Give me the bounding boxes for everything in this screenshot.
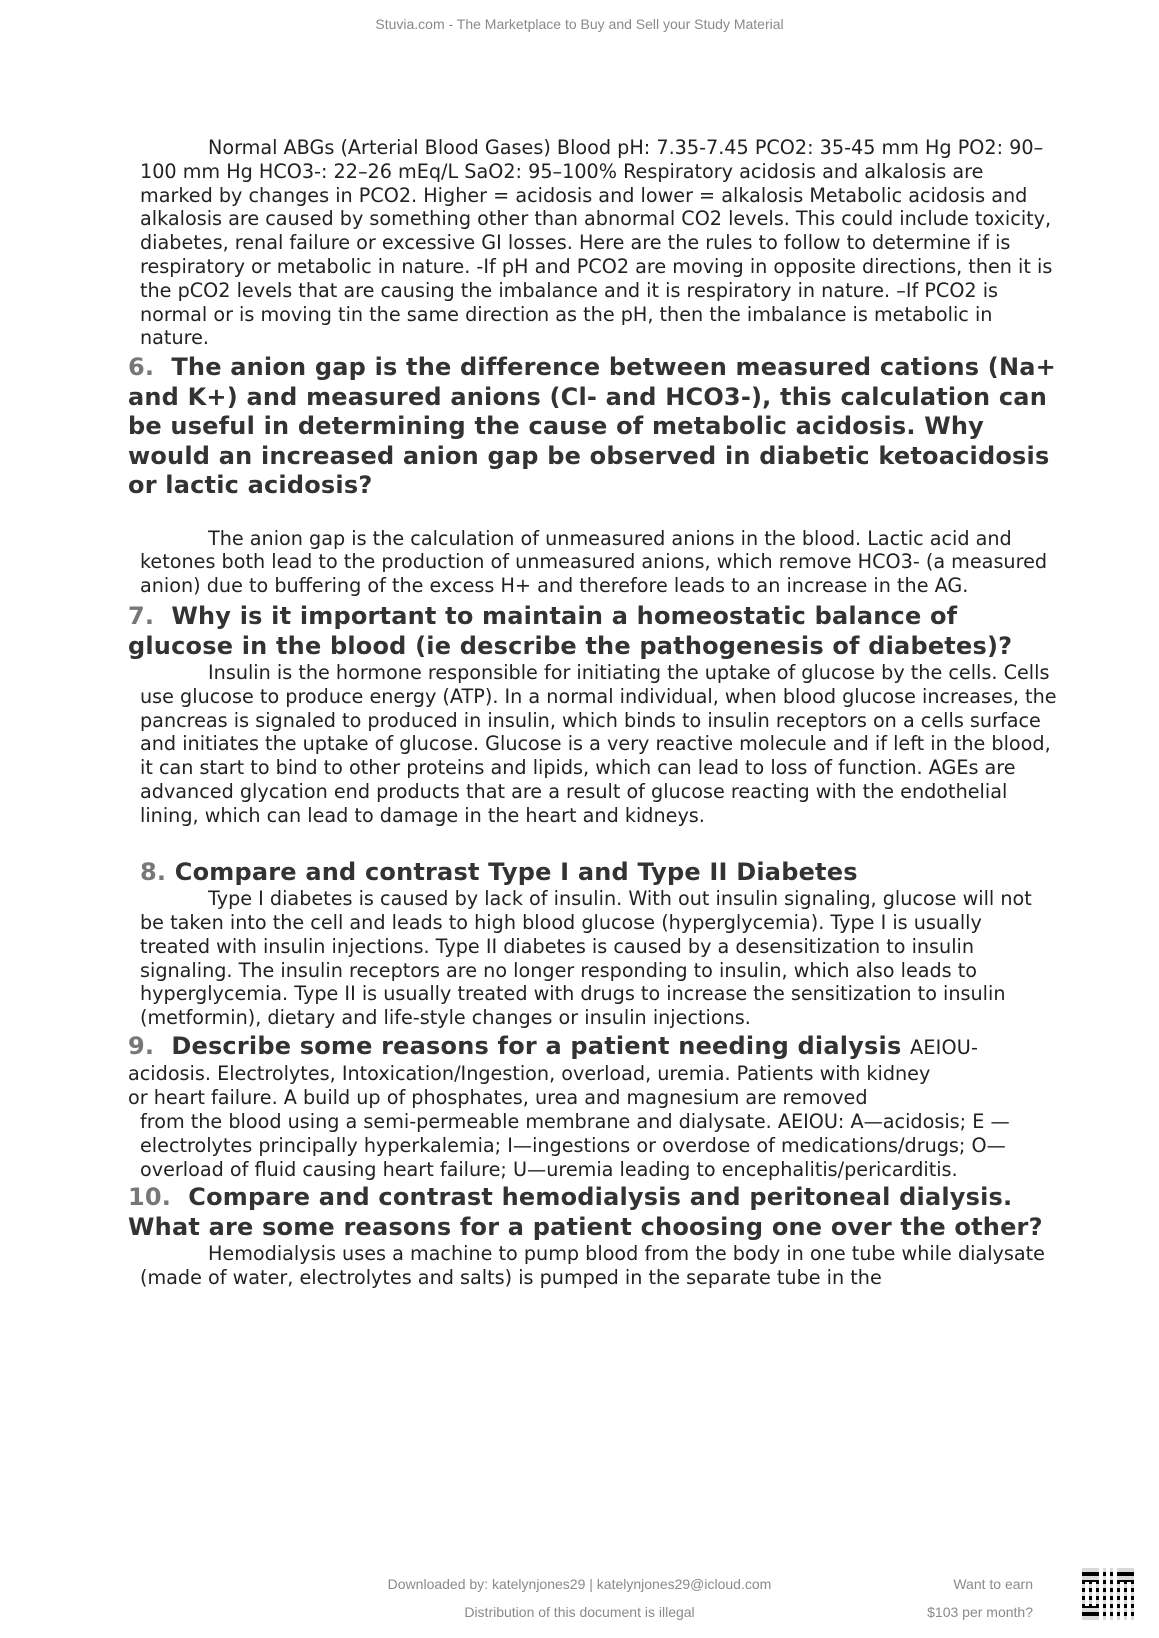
- abg-paragraph: [140, 136, 1058, 350]
- answer-8-text: Type I diabetes is caused by lack of insulin. With out insulin signaling, glucose will not be taken into the cell and leads to high blood glucose (hyperglycemia). Type I is usually treated with insulin injections. Type II diabetes is caused by a desensitization to insulin signaling. The insulin receptors are no longer responding to insulin, which also leads to hyperglycemia. Type II is usually treated with drugs to increase the sensitization to insulin (metformin), dietary and life-style changes or insulin injections.: [140, 887, 1032, 1030]
- question-8-number: 8.: [140, 857, 167, 886]
- question-7-number: 7.: [128, 602, 155, 631]
- answer-9-rest: from the blood using a semi-permeable membrane and dialysate. AEIOU: A—acidosis; E —electrolytes principally hyperkalemia; I—ingestions or overdose of medications/drugs; O—overload of fluid causing heart failure; U—uremia leading to encephalitis/pericarditis.: [140, 1110, 1010, 1181]
- question-10-text: Compare and contrast hemodialysis and peritoneal dialysis. What are some reasons for a patient choosing one over the other?: [128, 1183, 1043, 1241]
- question-6-text: The anion gap is the difference between measured cations (Na+ and K+) and measured anions (Cl- and HCO3-), this calculation can be useful in determining the cause of metabolic acidosis. Why would an increased anion gap be observed in diabetic ketoacidosis or lactic acidosis?: [128, 353, 1056, 500]
- earn-promo-line-2[interactable]: $103 per month?: [927, 1604, 1033, 1620]
- answer-10-text: Hemodialysis uses a machine to pump blood from the body in one tube while dialysate (made of water, electrolytes and salts) is pumped in the separate tube in the: [140, 1242, 1045, 1290]
- question-10-number: 10.: [128, 1183, 172, 1212]
- answer-9-line-3: or heart failure. A build up of phosphates, urea and magnesium are removed: [128, 1086, 868, 1110]
- answer-10-paragraph: [140, 1242, 1058, 1290]
- downloaded-by-line: Downloaded by: katelynjones29 | katelynjones29@icloud.com: [387, 1576, 772, 1592]
- question-9-number: 9.: [128, 1031, 155, 1060]
- question-7-heading: [128, 602, 1058, 661]
- answer-9-line-2: acidosis. Electrolytes, Intoxication/Ingestion, overload, uremia. Patients with kidney: [128, 1062, 931, 1086]
- answer-6-paragraph: [140, 527, 1058, 598]
- distribution-notice: Distribution of this document is illegal: [464, 1604, 695, 1620]
- answer-9-inline: AEIOU-: [910, 1035, 979, 1059]
- question-6-heading: [128, 353, 1058, 501]
- answer-7-text: Insulin is the hormone responsible for initiating the uptake of glucose by the cells. Cells use glucose to produce energy (ATP). In a normal individual, when blood glucose increases, the pancreas is signaled to produced in insulin, which binds to insulin receptors on a cells surface and initiates the uptake of glucose. Glucose is a very reactive molecule and if left in the blood, it can start to bind to other proteins and lipids, which can lead to loss of function. AGEs are advanced glycation end products that are a result of glucose reacting with the endothelial lining, which can lead to damage in the heart and kidneys.: [140, 661, 1057, 827]
- question-6-number: 6.: [128, 353, 155, 382]
- answer-6-text: The anion gap is the calculation of unmeasured anions in the blood. Lactic acid and ketones both lead to the production of unmeasured anions, which remove HCO3- (a measured anion) due to buffering of the excess H+ and therefore leads to an increase in the AG.: [140, 526, 1048, 598]
- abg-text: Normal ABGs (Arterial Blood Gases) Blood pH: 7.35-7.45 PCO2: 35-45 mm Hg PO2: 90–100 mm Hg HCO3-: 22–26 mEq/L SaO2: 95–100% Respiratory acidosis and alkalosis are marked by changes in PCO2. Higher = acidosis and lower = alkalosis Metabolic acidosis and alkalosis are caused by something other than abnormal CO2 levels. This could include toxicity, diabetes, renal failure or excessive GI losses. Here are the rules to follow to determine if is respiratory or metabolic in nature. -If pH and PCO2 are moving in opposite directions, then it is the pCO2 levels that are causing the imbalance and it is respiratory in nature. –If PCO2 is normal or is moving tin the same direction as the pH, then the imbalance is metabolic in nature.: [140, 136, 1053, 350]
- question-8-text: Compare and contrast Type I and Type II Diabetes: [174, 857, 858, 886]
- qr-code-icon[interactable]: [1082, 1568, 1134, 1620]
- answer-8-paragraph: [140, 887, 1058, 1030]
- document-body: [128, 136, 1058, 1290]
- question-9-heading: [128, 1032, 1058, 1063]
- question-9-text: Describe some reasons for a patient needing dialysis: [171, 1031, 902, 1060]
- question-8-heading: [140, 858, 1058, 888]
- question-10-heading: [128, 1183, 1058, 1242]
- site-header-line: Stuvia.com - The Marketplace to Buy and Sell your Study Material: [375, 16, 784, 32]
- question-7-text: Why is it important to maintain a homeostatic balance of glucose in the blood (ie describe the pathogenesis of diabetes)?: [128, 602, 1013, 660]
- answer-7-paragraph: [140, 661, 1058, 828]
- earn-promo-line-1[interactable]: Want to earn: [953, 1576, 1033, 1592]
